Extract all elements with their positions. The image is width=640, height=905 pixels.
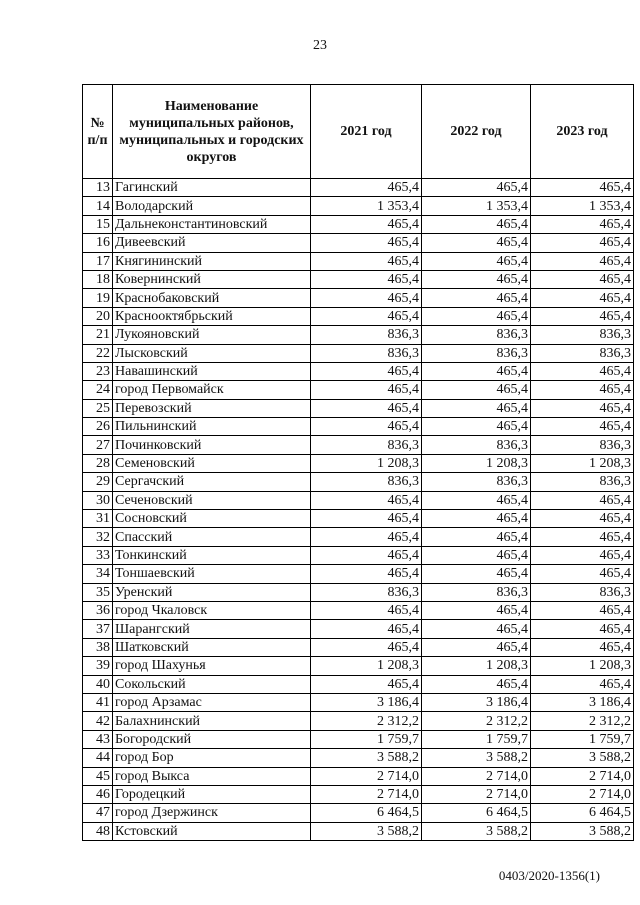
table-row — [83, 657, 634, 675]
row-value-2021: 465,4 — [311, 491, 422, 509]
row-index: 47 — [83, 804, 113, 822]
row-name: Сергачский — [113, 473, 311, 491]
table-row — [83, 804, 634, 822]
row-value-2023: 465,4 — [531, 528, 634, 546]
row-value-2021: 1 353,4 — [311, 197, 422, 215]
row-index: 23 — [83, 362, 113, 380]
row-name: Княгининский — [113, 252, 311, 270]
row-value-2022: 2 714,0 — [422, 785, 531, 803]
row-index: 31 — [83, 510, 113, 528]
row-value-2021: 465,4 — [311, 252, 422, 270]
row-value-2022: 1 208,3 — [422, 657, 531, 675]
table-row — [83, 822, 634, 840]
row-name: Сокольский — [113, 675, 311, 693]
row-value-2023: 465,4 — [531, 307, 634, 325]
table-row — [83, 289, 634, 307]
row-value-2021: 836,3 — [311, 583, 422, 601]
row-value-2021: 836,3 — [311, 436, 422, 454]
row-name: Гагинский — [113, 179, 311, 197]
row-name: город Выкса — [113, 767, 311, 785]
table-row — [83, 362, 634, 380]
row-value-2022: 3 588,2 — [422, 749, 531, 767]
row-value-2021: 465,4 — [311, 399, 422, 417]
table-row — [83, 326, 634, 344]
row-value-2023: 836,3 — [531, 473, 634, 491]
table-row — [83, 565, 634, 583]
header-index: № п/п — [83, 85, 113, 179]
row-value-2022: 836,3 — [422, 583, 531, 601]
row-index: 27 — [83, 436, 113, 454]
row-name: город Арзамас — [113, 693, 311, 711]
row-index: 35 — [83, 583, 113, 601]
table-row — [83, 270, 634, 288]
row-value-2022: 836,3 — [422, 326, 531, 344]
row-value-2021: 465,4 — [311, 381, 422, 399]
row-value-2022: 1 208,3 — [422, 454, 531, 472]
table-row — [83, 601, 634, 619]
row-index: 20 — [83, 307, 113, 325]
row-value-2023: 465,4 — [531, 399, 634, 417]
row-value-2022: 465,4 — [422, 675, 531, 693]
row-index: 22 — [83, 344, 113, 362]
table-row — [83, 693, 634, 711]
table-row — [83, 436, 634, 454]
row-value-2022: 465,4 — [422, 510, 531, 528]
row-name: Володарский — [113, 197, 311, 215]
row-value-2022: 465,4 — [422, 546, 531, 564]
row-name: Уренский — [113, 583, 311, 601]
row-value-2023: 3 588,2 — [531, 822, 634, 840]
row-value-2022: 6 464,5 — [422, 804, 531, 822]
row-value-2021: 465,4 — [311, 601, 422, 619]
row-name: Дивеевский — [113, 234, 311, 252]
row-value-2023: 465,4 — [531, 381, 634, 399]
row-name: Сеченовский — [113, 491, 311, 509]
table-row — [83, 473, 634, 491]
row-name: Краснобаковский — [113, 289, 311, 307]
row-value-2021: 1 759,7 — [311, 730, 422, 748]
row-value-2023: 465,4 — [531, 675, 634, 693]
row-value-2023: 465,4 — [531, 252, 634, 270]
row-value-2021: 465,4 — [311, 362, 422, 380]
row-value-2022: 465,4 — [422, 601, 531, 619]
row-value-2023: 1 759,7 — [531, 730, 634, 748]
row-value-2023: 836,3 — [531, 436, 634, 454]
row-value-2022: 836,3 — [422, 436, 531, 454]
page-number: 23 — [313, 38, 327, 53]
table-row — [83, 528, 634, 546]
row-value-2022: 465,4 — [422, 399, 531, 417]
row-name: Кстовский — [113, 822, 311, 840]
row-name: Сосновский — [113, 510, 311, 528]
row-index: 30 — [83, 491, 113, 509]
row-value-2023: 465,4 — [531, 289, 634, 307]
table-row — [83, 620, 634, 638]
row-value-2022: 465,4 — [422, 362, 531, 380]
row-name: город Первомайск — [113, 381, 311, 399]
table-row — [83, 767, 634, 785]
row-index: 26 — [83, 418, 113, 436]
table-header-row — [83, 85, 634, 179]
row-name: Тоншаевский — [113, 565, 311, 583]
row-value-2021: 465,4 — [311, 234, 422, 252]
row-value-2023: 465,4 — [531, 638, 634, 656]
table-row — [83, 197, 634, 215]
row-index: 48 — [83, 822, 113, 840]
row-value-2023: 1 208,3 — [531, 454, 634, 472]
row-value-2021: 465,4 — [311, 528, 422, 546]
row-name: Краснооктябрьский — [113, 307, 311, 325]
row-index: 17 — [83, 252, 113, 270]
row-value-2022: 465,4 — [422, 252, 531, 270]
row-value-2023: 1 353,4 — [531, 197, 634, 215]
row-value-2021: 2 312,2 — [311, 712, 422, 730]
row-name: город Чкаловск — [113, 601, 311, 619]
row-value-2022: 2 714,0 — [422, 767, 531, 785]
row-value-2023: 465,4 — [531, 510, 634, 528]
header-2022: 2022 год — [422, 85, 531, 179]
row-value-2022: 465,4 — [422, 234, 531, 252]
table-row — [83, 252, 634, 270]
row-name: Богородский — [113, 730, 311, 748]
row-value-2023: 836,3 — [531, 344, 634, 362]
row-index: 13 — [83, 179, 113, 197]
row-name: Починковский — [113, 436, 311, 454]
row-index: 44 — [83, 749, 113, 767]
row-value-2023: 2 312,2 — [531, 712, 634, 730]
row-name: город Дзержинск — [113, 804, 311, 822]
row-value-2021: 465,4 — [311, 179, 422, 197]
row-index: 32 — [83, 528, 113, 546]
row-value-2021: 465,4 — [311, 289, 422, 307]
row-value-2021: 465,4 — [311, 215, 422, 233]
row-value-2023: 465,4 — [531, 491, 634, 509]
row-value-2023: 1 208,3 — [531, 657, 634, 675]
row-value-2021: 465,4 — [311, 307, 422, 325]
row-value-2022: 465,4 — [422, 289, 531, 307]
table-row — [83, 418, 634, 436]
table-row — [83, 399, 634, 417]
row-value-2021: 465,4 — [311, 675, 422, 693]
row-value-2022: 465,4 — [422, 307, 531, 325]
row-value-2023: 465,4 — [531, 270, 634, 288]
row-value-2023: 3 186,4 — [531, 693, 634, 711]
row-name: Перевозский — [113, 399, 311, 417]
row-value-2023: 836,3 — [531, 326, 634, 344]
row-index: 37 — [83, 620, 113, 638]
row-name: Балахнинский — [113, 712, 311, 730]
row-value-2023: 2 714,0 — [531, 767, 634, 785]
row-name: Городецкий — [113, 785, 311, 803]
row-value-2022: 1 759,7 — [422, 730, 531, 748]
row-value-2022: 836,3 — [422, 344, 531, 362]
row-index: 33 — [83, 546, 113, 564]
row-index: 34 — [83, 565, 113, 583]
row-index: 14 — [83, 197, 113, 215]
table-row — [83, 546, 634, 564]
row-name: Лысковский — [113, 344, 311, 362]
row-name: Ковернинский — [113, 270, 311, 288]
row-index: 24 — [83, 381, 113, 399]
row-value-2021: 465,4 — [311, 565, 422, 583]
row-index: 25 — [83, 399, 113, 417]
allocation-table — [82, 84, 634, 841]
row-value-2023: 465,4 — [531, 179, 634, 197]
document-code: 0403/2020-1356(1) — [498, 868, 600, 883]
row-value-2021: 3 588,2 — [311, 822, 422, 840]
row-index: 46 — [83, 785, 113, 803]
row-value-2021: 465,4 — [311, 418, 422, 436]
row-name: Шатковский — [113, 638, 311, 656]
row-name: Спасский — [113, 528, 311, 546]
row-index: 42 — [83, 712, 113, 730]
row-value-2022: 465,4 — [422, 381, 531, 399]
row-index: 45 — [83, 767, 113, 785]
row-value-2022: 465,4 — [422, 491, 531, 509]
row-index: 21 — [83, 326, 113, 344]
row-name: Лукояновский — [113, 326, 311, 344]
row-index: 16 — [83, 234, 113, 252]
row-value-2022: 3 186,4 — [422, 693, 531, 711]
row-name: Дальнеконстантиновский — [113, 215, 311, 233]
row-value-2021: 1 208,3 — [311, 657, 422, 675]
row-value-2023: 465,4 — [531, 546, 634, 564]
row-name: город Бор — [113, 749, 311, 767]
row-index: 40 — [83, 675, 113, 693]
header-2021: 2021 год — [311, 85, 422, 179]
row-name: Тонкинский — [113, 546, 311, 564]
table-row — [83, 583, 634, 601]
row-value-2021: 465,4 — [311, 546, 422, 564]
table-row — [83, 712, 634, 730]
table-body — [83, 179, 634, 841]
row-value-2021: 465,4 — [311, 638, 422, 656]
table-row — [83, 344, 634, 362]
row-value-2021: 2 714,0 — [311, 767, 422, 785]
table-row — [83, 454, 634, 472]
row-value-2021: 465,4 — [311, 270, 422, 288]
row-index: 29 — [83, 473, 113, 491]
row-index: 41 — [83, 693, 113, 711]
row-value-2022: 465,4 — [422, 179, 531, 197]
table-row — [83, 307, 634, 325]
row-value-2023: 836,3 — [531, 583, 634, 601]
row-value-2021: 465,4 — [311, 510, 422, 528]
row-index: 43 — [83, 730, 113, 748]
row-value-2023: 465,4 — [531, 418, 634, 436]
row-value-2022: 836,3 — [422, 473, 531, 491]
row-value-2021: 465,4 — [311, 620, 422, 638]
row-value-2022: 1 353,4 — [422, 197, 531, 215]
row-value-2022: 465,4 — [422, 528, 531, 546]
table-row — [83, 381, 634, 399]
row-name: город Шахунья — [113, 657, 311, 675]
table-row — [83, 749, 634, 767]
table-row — [83, 675, 634, 693]
row-value-2022: 2 312,2 — [422, 712, 531, 730]
row-value-2021: 836,3 — [311, 344, 422, 362]
row-index: 15 — [83, 215, 113, 233]
header-2023: 2023 год — [531, 85, 634, 179]
row-value-2023: 465,4 — [531, 620, 634, 638]
row-value-2022: 3 588,2 — [422, 822, 531, 840]
row-value-2021: 836,3 — [311, 326, 422, 344]
row-name: Пильнинский — [113, 418, 311, 436]
row-index: 18 — [83, 270, 113, 288]
row-value-2022: 465,4 — [422, 620, 531, 638]
row-index: 39 — [83, 657, 113, 675]
table-row — [83, 638, 634, 656]
table-row — [83, 179, 634, 197]
row-value-2023: 465,4 — [531, 362, 634, 380]
row-value-2022: 465,4 — [422, 215, 531, 233]
header-name: Наименование муниципальных районов, муниципальных и городских округов — [113, 85, 311, 179]
row-value-2023: 3 588,2 — [531, 749, 634, 767]
row-index: 19 — [83, 289, 113, 307]
row-value-2022: 465,4 — [422, 565, 531, 583]
row-value-2021: 3 186,4 — [311, 693, 422, 711]
row-index: 38 — [83, 638, 113, 656]
table-row — [83, 491, 634, 509]
row-name: Семеновский — [113, 454, 311, 472]
row-value-2021: 1 208,3 — [311, 454, 422, 472]
row-value-2021: 6 464,5 — [311, 804, 422, 822]
row-value-2023: 2 714,0 — [531, 785, 634, 803]
row-index: 36 — [83, 601, 113, 619]
row-value-2023: 465,4 — [531, 215, 634, 233]
row-value-2021: 3 588,2 — [311, 749, 422, 767]
row-value-2022: 465,4 — [422, 638, 531, 656]
row-value-2021: 836,3 — [311, 473, 422, 491]
row-value-2023: 465,4 — [531, 565, 634, 583]
row-name: Навашинский — [113, 362, 311, 380]
row-value-2022: 465,4 — [422, 418, 531, 436]
row-value-2023: 465,4 — [531, 234, 634, 252]
row-value-2022: 465,4 — [422, 270, 531, 288]
row-name: Шарангский — [113, 620, 311, 638]
table-row — [83, 730, 634, 748]
table-row — [83, 510, 634, 528]
table-row — [83, 234, 634, 252]
row-value-2021: 2 714,0 — [311, 785, 422, 803]
row-value-2023: 6 464,5 — [531, 804, 634, 822]
table-row — [83, 215, 634, 233]
table-row — [83, 785, 634, 803]
row-index: 28 — [83, 454, 113, 472]
row-value-2023: 465,4 — [531, 601, 634, 619]
